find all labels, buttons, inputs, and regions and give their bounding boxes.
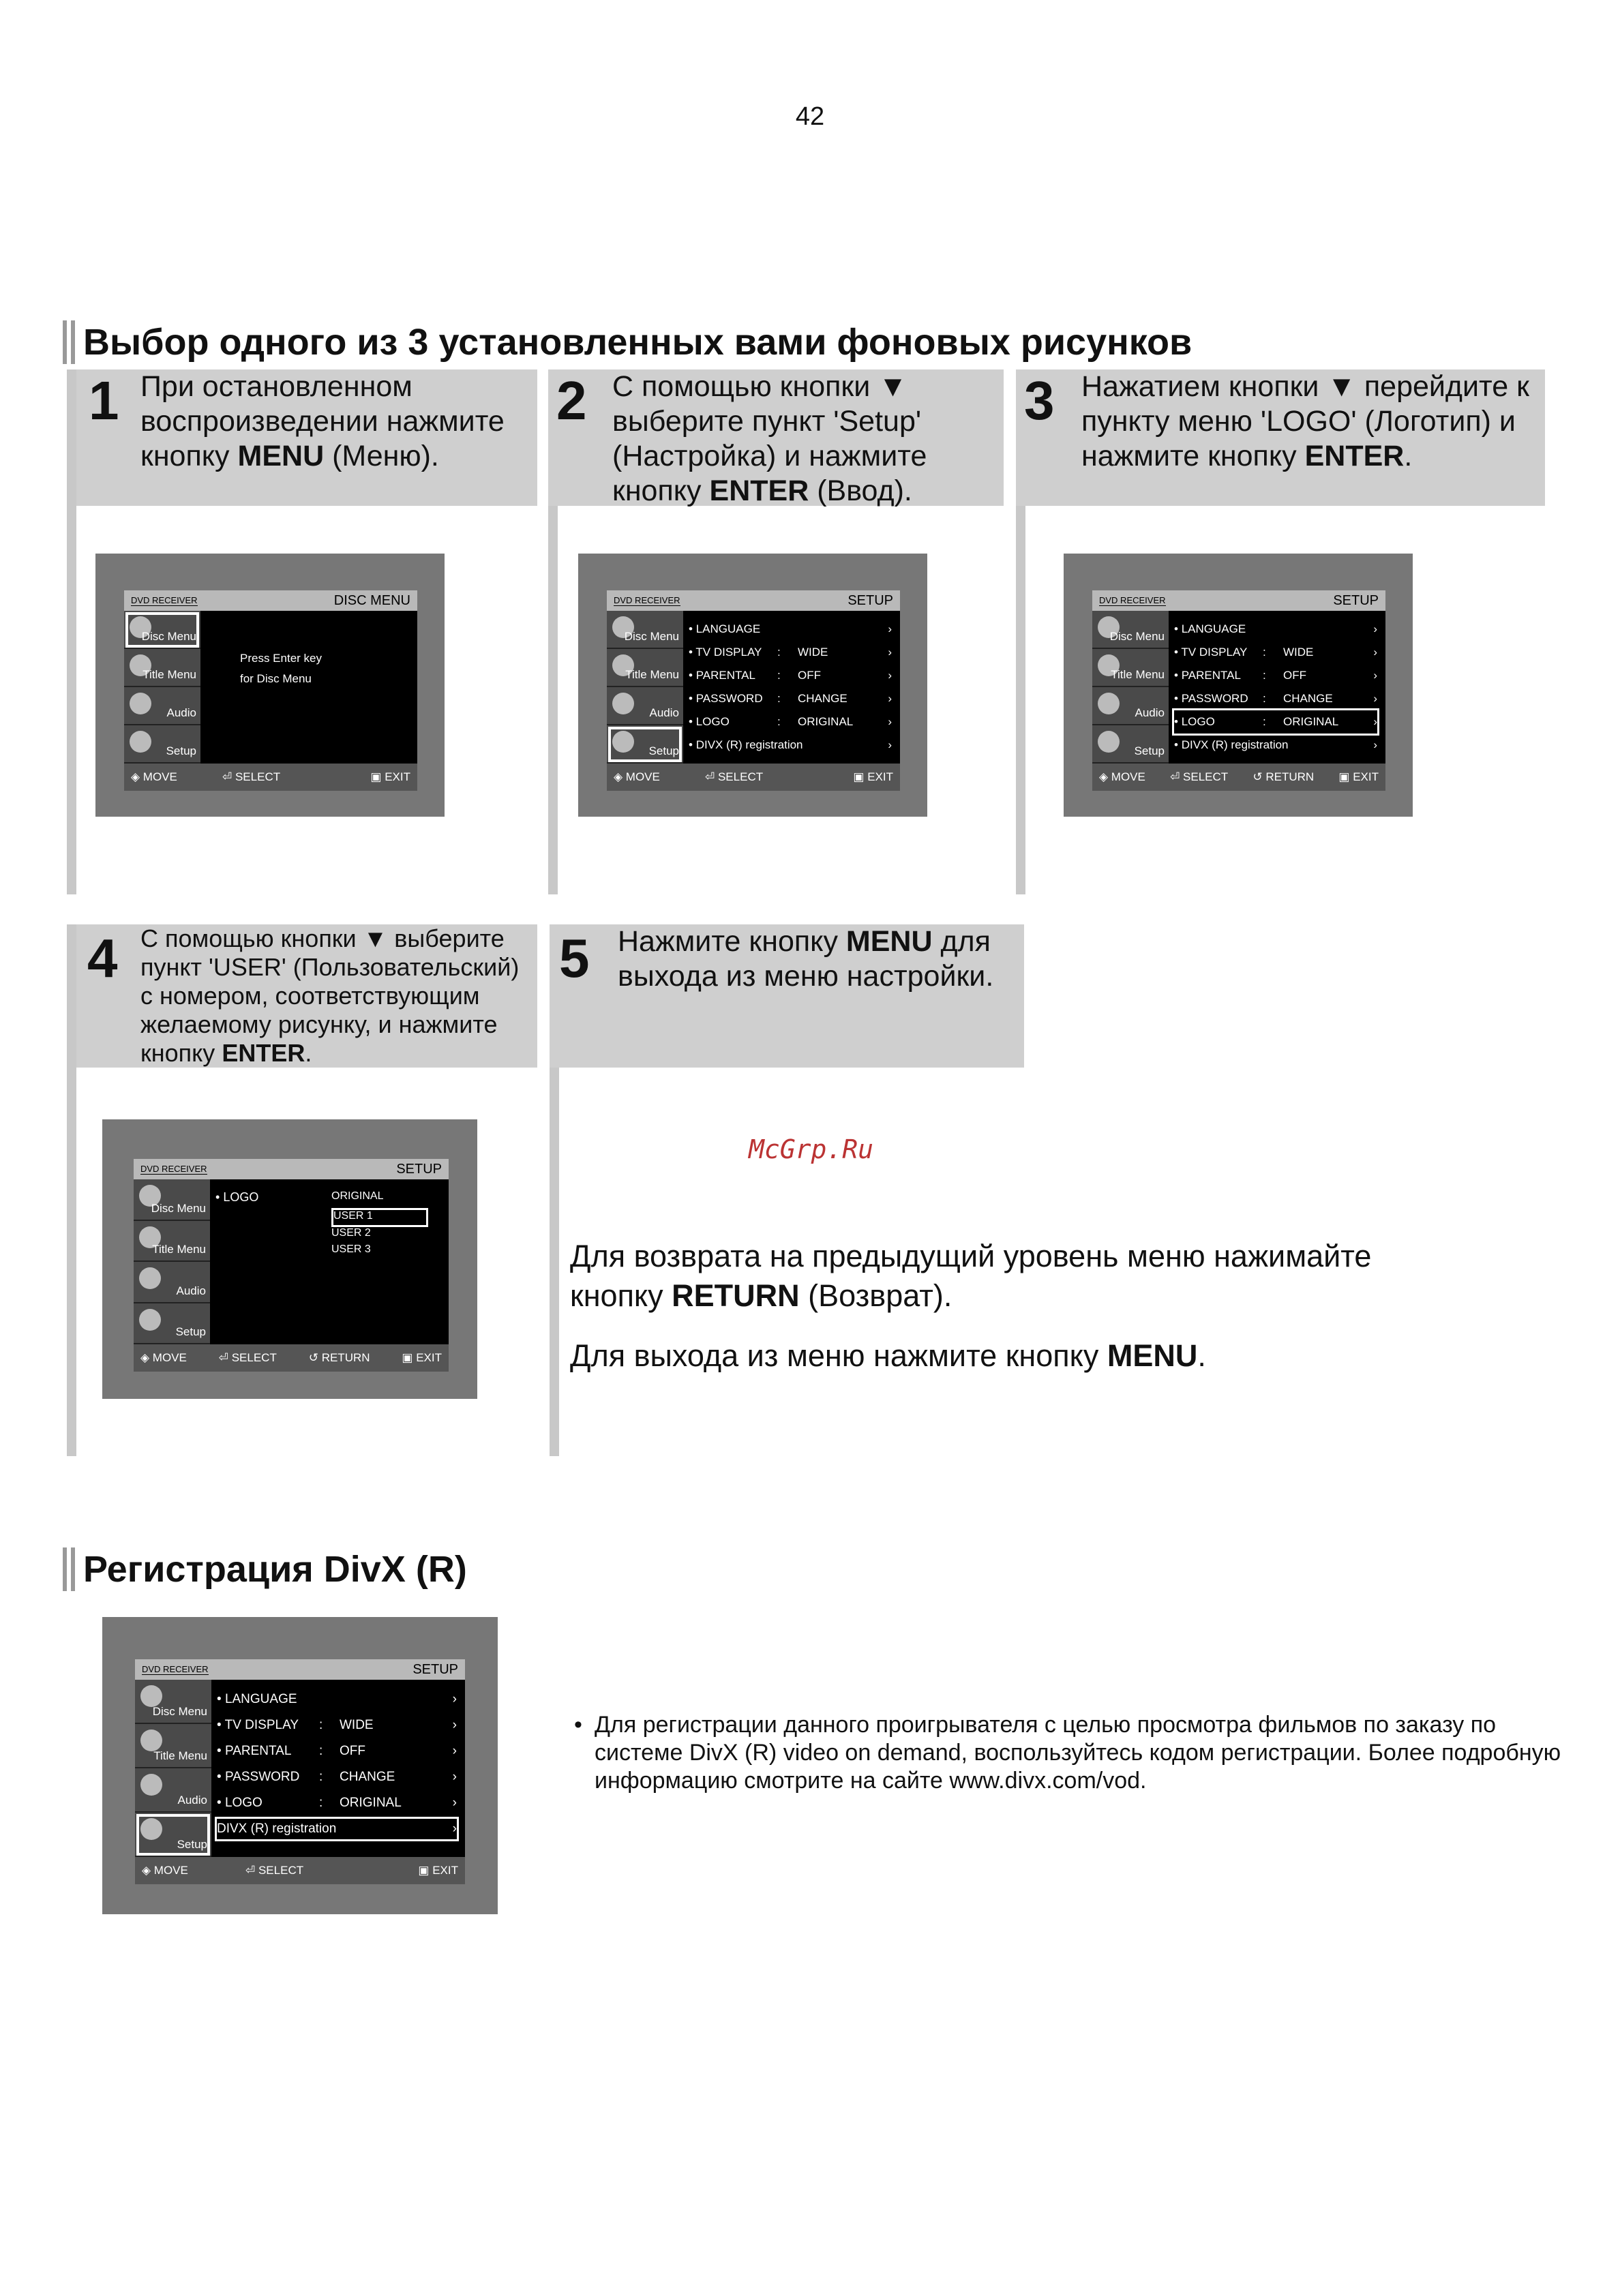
step-2-text: С помощью кнопки ▼ выберите пункт 'Setup' (Настройка) и нажмите кнопку ENTER (Ввод). (612, 370, 927, 507)
step-1-box (76, 369, 537, 506)
screen-setup-select: DVD RECEIVER SETUP Disc Menu Title Menu Audio Setup • LANGUAGE › • TV DISPLAY : WIDE › • PARENTAL : OFF › • PASSWORD : CHANGE › • LOGO : ORIGINAL › • DIVX (R) registration › ◈ MOVE ⏎ SELECT ▣ EXIT (578, 554, 927, 817)
step-4-text: С помощью кнопки ▼ выберите пункт 'USER' (Пользовательский) с номером, соответствующим желаемому рисунку, и нажмите кнопку ENTER. (140, 924, 520, 1067)
step-3-box (1016, 369, 1545, 506)
step-number: 3 (1024, 370, 1055, 431)
step-number: 1 (89, 370, 119, 431)
step-number: 5 (559, 928, 590, 988)
press-enter-text: Press Enter key (240, 652, 322, 665)
section-title-divx: Регистрация DivX (R) (63, 1547, 467, 1591)
step-2-box (548, 369, 1004, 506)
page-number: 42 (795, 102, 825, 131)
divx-info-bullet: • Для регистрации данного проигрывателя с целью просмотра фильмов по заказу по системе DivX (R) video on demand, воспользуйтесь кодом регистрации. Более подробную информацию смотрите на сайте www.divx.com/vod. (574, 1712, 1561, 1794)
step-1-text: При остановленном воспроизведении нажмите кнопку MENU (Меню). (140, 370, 505, 472)
step-5-text: Нажмите кнопку MENU для выхода из меню настройки. (618, 925, 994, 993)
step-5-box (550, 924, 1024, 1068)
screen-logo-options: DVD RECEIVER SETUP Disc Menu Title Menu Audio Setup • LOGO ORIGINAL USER 1 USER 2 USER 3 ◈ MOVE ⏎ SELECT ↺ RETURN ▣ EXIT (102, 1119, 477, 1399)
screen-logo-select: DVD RECEIVER SETUP Disc Menu Title Menu Audio Setup • LANGUAGE › • TV DISPLAY : WIDE › • PARENTAL : OFF › • PASSWORD : CHANGE › • LOGO : ORIGINAL › • DIVX (R) registration › ◈ MOVE ⏎ SELECT ↺ RETURN ▣ EXIT (1064, 554, 1413, 817)
watermark: McGrp.Ru (749, 1134, 874, 1164)
exit-note: Для выхода из меню нажмите кнопку MENU. (570, 1338, 1206, 1373)
screen-disc-menu: DVD RECEIVER DISC MENU Disc Menu Title Menu Audio Setup Press Enter key for Disc Menu ◈ MOVE ⏎ SELECT ▣ EXIT (95, 554, 445, 817)
return-note: Для возврата на предыдущий уровень меню нажимайте кнопку RETURN (Возврат). (570, 1239, 1372, 1313)
step-4-box (76, 924, 537, 1068)
step-number: 4 (87, 928, 118, 988)
step-3-text: Нажатием кнопки ▼ перейдите к пункту меню 'LOGO' (Логотип) и нажмите кнопку ENTER. (1081, 370, 1529, 472)
screen-divx-registration: DVD RECEIVER SETUP Disc Menu Title Menu Audio Setup • LANGUAGE › • TV DISPLAY : WIDE › • PARENTAL : OFF › • PASSWORD : CHANGE › • LOGO : ORIGINAL › DIVX (R) registration › ◈ MOVE ⏎ SELECT ▣ EXIT (102, 1617, 498, 1914)
section-title-backgrounds: Выбор одного из 3 установленных вами фоновых рисунков (63, 320, 1192, 364)
step-number: 2 (556, 370, 587, 431)
